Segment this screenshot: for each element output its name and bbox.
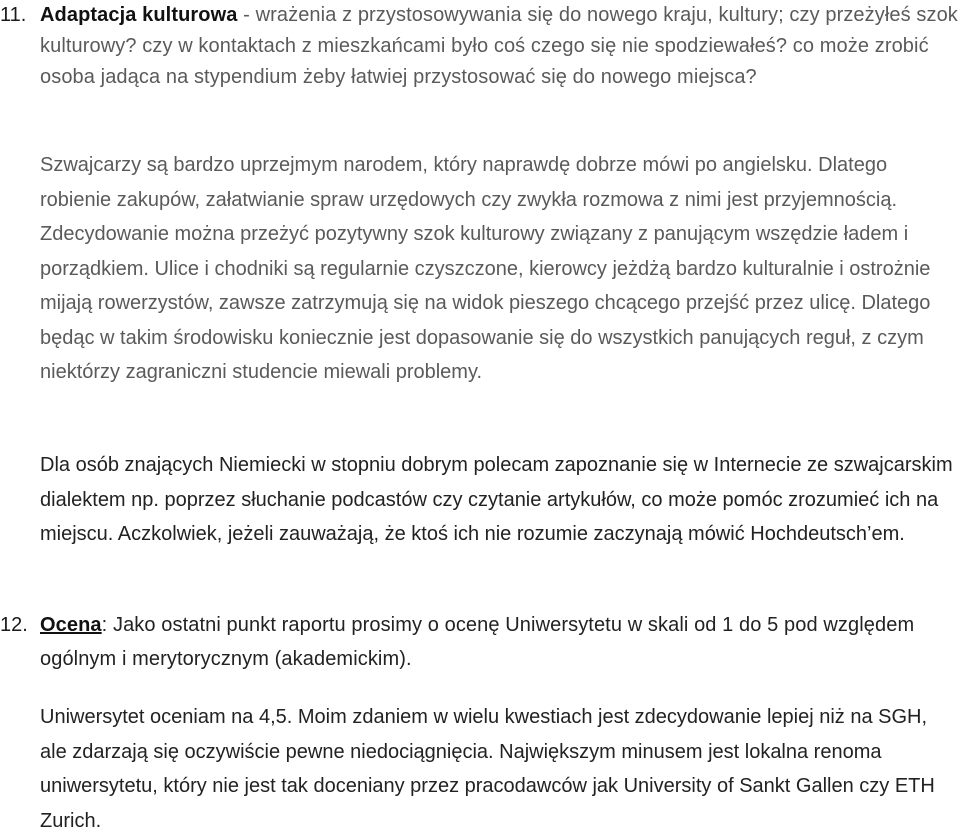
- section-12-heading: Ocena: [40, 614, 102, 636]
- section-12-question: [40, 608, 958, 676]
- section-11-question-text: - wrażenia z przystosowywania się do nowego kraju, kultury; czy przeżyłeś szok kulturowy? czy w kontaktach z mieszkańcami było coś czego się nie spodziewałeś? co może zrobić osoba jadąca na stypendium żeby łatwiej przystosować się do nowego miejsca?: [40, 4, 958, 88]
- section-12-number: 12.: [0, 614, 28, 636]
- section-11-paragraph-1: Szwajcarzy są bardzo uprzejmym narodem, który naprawdę dobrze mówi po angielsku. Dlatego robienie zakupów, załatwianie spraw urzędowych czy zwykła rozmowa z nimi jest przyjemnością. Zdecydowanie można przeżyć pozytywny szok kulturowy związany z panującym wszędzie ładem i porządkiem. Ulice i chodniki są regularnie czyszczone, kierowcy jeżdżą bardzo kulturalnie i ostrożnie mijają rowerzystów, zawsze zatrzymują się na widok pieszego chcącego przejść przez ulicę. Dlatego będąc w takim środowisku koniecznie jest dopasowanie się do wszystkich panujących reguł, z czym niektórzy zagraniczni studencie miewali problemy.: [40, 154, 931, 383]
- section-11-question: [40, 0, 958, 93]
- section-12-paragraph-1: Uniwersytet oceniam na 4,5. Moim zdaniem w wielu kwestiach jest zdecydowanie lepiej niż na SGH, ale zdarzają się oczywiście pewne niedociągnięcia. Największym minusem jest lokalna renoma uniwersytetu, który nie jest tak doceniany przez pracodawców jak University of Sankt Gallen czy ETH Zurich.: [40, 706, 935, 832]
- section-11-number: 11.: [0, 4, 27, 26]
- section-11-heading: Adaptacja kulturowa: [40, 4, 238, 26]
- section-11-paragraph-2: Dla osób znających Niemiecki w stopniu dobrym polecam zapoznanie się w Internecie ze szwajcarskim dialektem np. poprzez słuchanie podcastów czy czytanie artykułów, co może pomóc zrozumieć ich na miejscu. Aczkolwiek, jeżeli zauważają, że ktoś ich nie rozumie zaczynają mówić Hochdeutsch’em.: [40, 454, 953, 545]
- section-12-question-text: : Jako ostatni punkt raportu prosimy o ocenę Uniwersytetu w skali od 1 do 5 pod względem ogólnym i merytorycznym (akademickim).: [40, 614, 915, 670]
